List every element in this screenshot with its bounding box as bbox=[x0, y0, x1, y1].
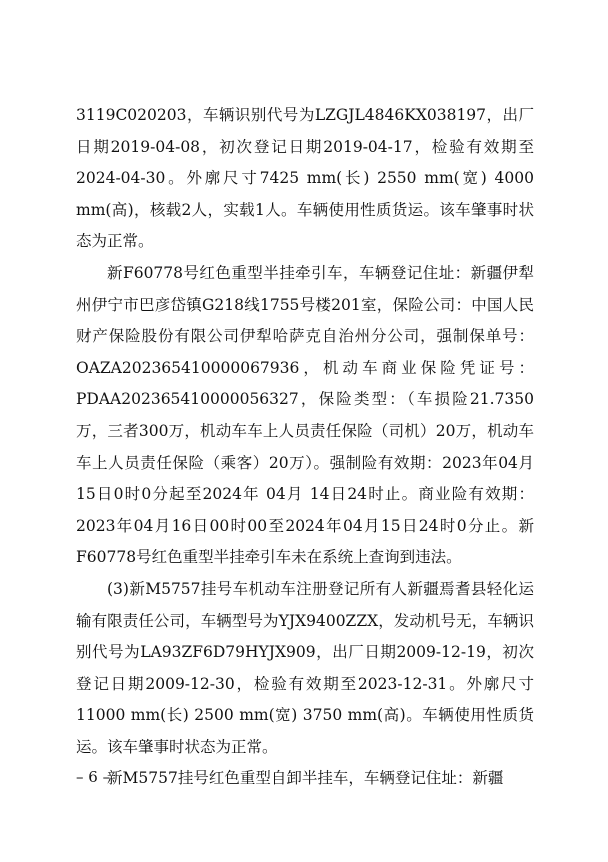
paragraph-tractor-insurance: 新F60778号红色重型半挂牵引车，车辆登记住址：新疆伊犁州伊宁市巴彦岱镇G218线1755号楼201室，保险公司：中国人民财产保险股份有限公司伊犁哈萨克自治州分公司，强制保单号：OAZA202365410000067936，机动车商业保险凭证号：PDAA202365410000056327，保险类型：（车损险21.7350万，三者300万，机动车车上人员责任保险（司机）20万，机动车车上人员责任保险（乘客）20万）。强制险有效期：2023年04月15日0时0分起至2024年 04月 14日24时止。商业险有效期：2023年04月16日00时00至2024年04月15日24时0分止。新F60778号红色重型半挂牵引车未在系统上查询到违法。 bbox=[76, 263, 534, 567]
paragraph-trailer-address: 新M5757挂号红色重型自卸半挂车，车辆登记住址：新疆 bbox=[107, 769, 504, 788]
page-number: – 6 – bbox=[76, 768, 111, 786]
document-body bbox=[76, 100, 534, 795]
paragraph-trailer-registration: (3)新M5757挂号车机动车注册登记所有人新疆焉耆县轻化运输有限责任公司，车辆型号为YJX9400ZZX，发动机号无，车辆识别代号为LA93ZF6D79HYJX909，出厂日期2009-12-19，初次登记日期2009-12-30，检验有效期至2023-12-31。外廓尺寸11000 mm(长) 2500 mm(宽) 3750 mm(高)。车辆使用性质货运。该车肇事时状态为正常。 bbox=[76, 579, 534, 756]
paragraph-vehicle-details-continued: 3119C020203，车辆识别代号为LZGJL4846KX038197，出厂日期2019-04-08，初次登记日期2019-04-17，检验有效期至2024-04-30。外廓尺寸7425 mm(长) 2550 mm(宽) 4000 mm(高)，核载2人，实载1人。车辆使用性质货运。该车肇事时状态为正常。 bbox=[76, 106, 534, 251]
